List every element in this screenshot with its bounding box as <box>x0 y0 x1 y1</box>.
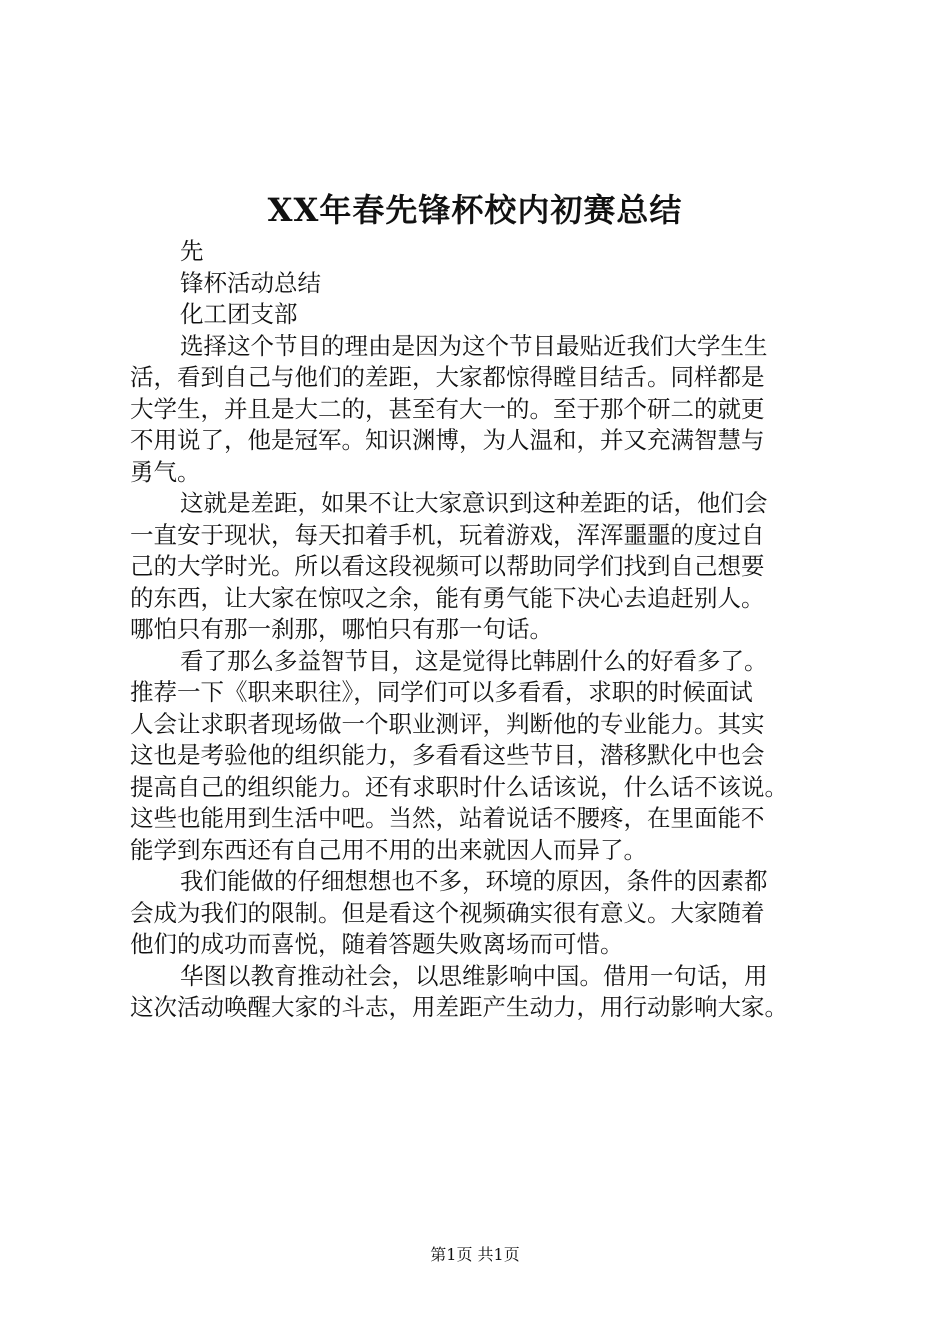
text-line: 勇气。 <box>130 457 201 486</box>
text-line: 不用说了，他是冠军。知识渊博，为人温和，并又充满智慧与 <box>130 426 765 454</box>
text-line: 的东西，让大家在惊叹之余，能有勇气能下决心去追赶别人。 <box>130 583 765 612</box>
document-title: XX年春先锋杯校内初赛总结 <box>267 191 683 229</box>
text-line: 能学到东西还有自己用不用的出来就因人而异了。 <box>130 835 647 864</box>
text-line: 这次活动唤醒大家的斗志，用差距产生动力，用行动影响大家。 <box>130 993 788 1021</box>
text-line: 会成为我们的限制。但是看这个视频确实很有意义。大家随着 <box>130 898 765 927</box>
text-line: 提高自己的组织能力。还有求职时什么话该说，什么话不该说。 <box>130 772 788 801</box>
text-line: 大学生，并且是大二的，甚至有大一的。至于那个研二的就更 <box>130 394 765 423</box>
text-line: 这就是差距，如果不让大家意识到这种差距的话，他们会 <box>180 489 768 517</box>
text-line: 这些也能用到生活中吧。当然，站着说话不腰疼，在里面能不 <box>130 804 765 832</box>
document-body <box>130 236 832 1024</box>
page-footer: 第1页 共1页 <box>430 1245 520 1264</box>
text-line: 他们的成功而喜悦，随着答题失败离场而可惜。 <box>130 930 624 958</box>
text-line: 看了那么多益智节目，这是觉得比韩剧什么的好看多了。 <box>180 646 768 675</box>
text-line: 先 <box>180 237 204 265</box>
text-line: 己的大学时光。所以看这段视频可以帮助同学们找到自己想要 <box>130 552 765 580</box>
text-line: 人会让求职者现场做一个职业测评，判断他的专业能力。其实 <box>130 709 765 738</box>
text-line: 锋杯活动总结 <box>180 268 321 297</box>
text-line: 华图以教育推动社会，以思维影响中国。借用一句话，用 <box>180 961 768 990</box>
text-line: 活，看到自己与他们的差距，大家都惊得瞠目结舌。同样都是 <box>130 363 765 391</box>
text-line: 一直安于现状，每天扣着手机，玩着游戏，浑浑噩噩的度过自 <box>130 520 765 549</box>
text-line: 这也是考验他的组织能力，多看看这些节目，潜移默化中也会 <box>130 741 765 769</box>
text-line: 哪怕只有那一刹那，哪怕只有那一句话。 <box>130 615 553 643</box>
text-line: 我们能做的仔细想想也不多，环境的原因，条件的因素都 <box>180 867 768 895</box>
text-line: 化工团支部 <box>180 300 298 328</box>
text-line: 选择这个节目的理由是因为这个节目最贴近我们大学生生 <box>180 331 768 360</box>
text-line: 推荐一下《职来职往》，同学们可以多看看，求职的时候面试 <box>130 678 753 706</box>
